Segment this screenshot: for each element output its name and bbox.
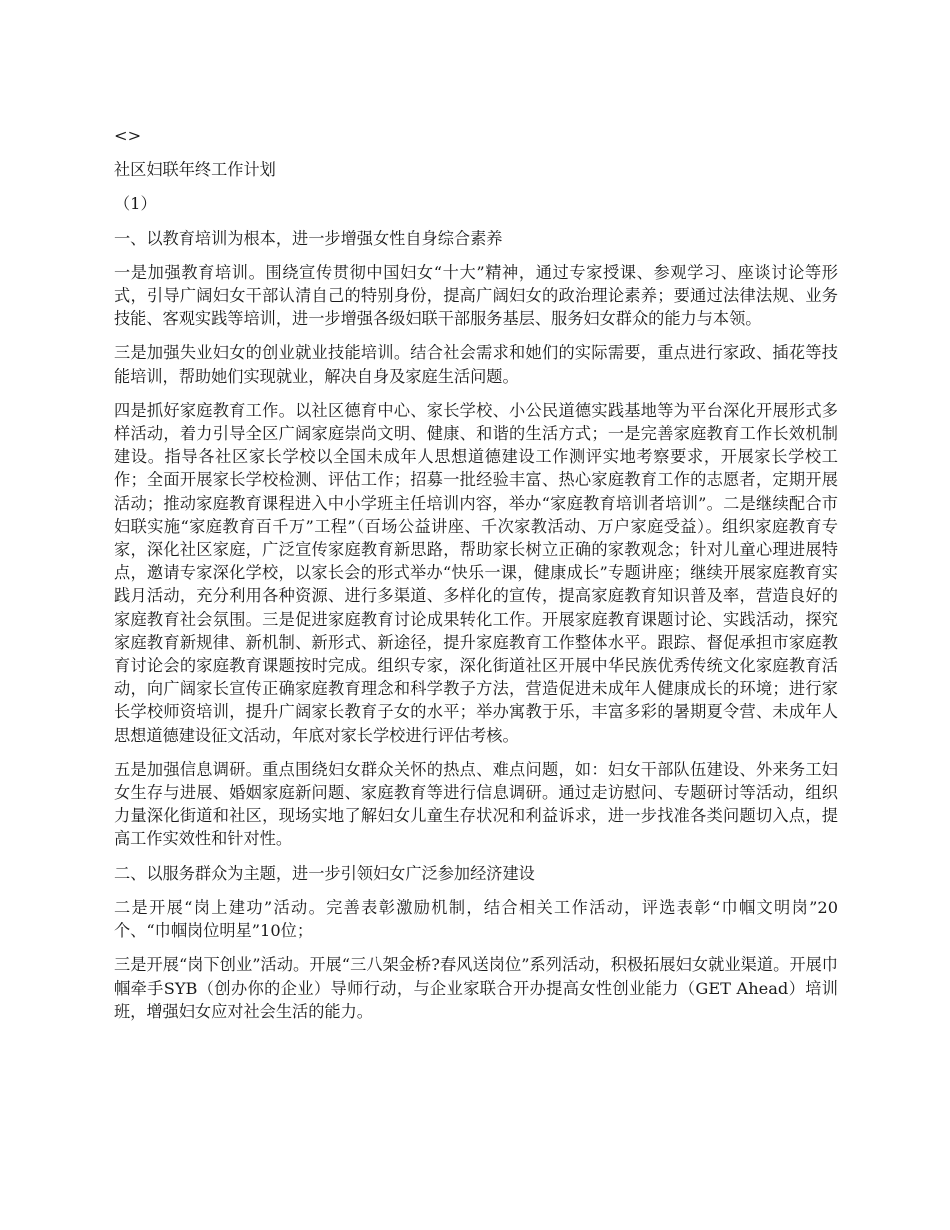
paragraph-on-post-achievement: 二是开展“岗上建功”活动。完善表彰激励机制，结合相关工作活动，评选表彰“巾帼文明岗”20个、“巾帼岗位明星”10位； — [114, 897, 838, 941]
section-heading-2: 二、以服务群众为主题，进一步引领妇女广泛参加经济建设 — [114, 863, 535, 883]
document-body — [114, 124, 838, 1034]
section-number: （1） — [114, 194, 157, 214]
header-marker: <> — [114, 126, 142, 145]
paragraph-education-training: 一是加强教育培训。围绕宣传贯彻中国妇女“十大”精神，通过专家授课、参观学习、座谈讨论等形式，引导广阔妇女干部认清自己的特别身份，提高广阔妇女的政治理论素养；要通过法律法规、业务技能、客观实践等培训，进一步增强各级妇联干部服务基层、服务妇女群众的能力与本领。 — [114, 262, 838, 329]
document-title: 社区妇联年终工作计划 — [114, 160, 276, 180]
paragraph-family-education: 四是抓好家庭教育工作。以社区德育中心、家长学校、小公民道德实践基地等为平台深化开展形式多样活动，着力引导全区广阔家庭崇尚文明、健康、和谐的生活方式；一是完善家庭教育工作长效机制建设。指导各社区家长学校以全国未成年人思想道德建设工作测评实地考察要求，开展家长学校工作；全面开展家长学校检测、评估工作；招募一批经验丰富、热心家庭教育工作的志愿者，定期开展活动；推动家庭教育课程进入中小学班主任培训内容，举办“家庭教育培训者培训”。二是继续配合市妇联实施“家庭教育百千万”工程”（百场公益讲座、千次家教活动、万户家庭受益）。组织家庭教育专家，深化社区家庭，广泛宣传家庭教育新思路，帮助家长树立正确的家教观念；针对儿童心理进展特点，邀请专家深化学校，以家长会的形式举办“快乐一课，健康成长”专题讲座；继续开展家庭教育实践月活动，充分利用各种资源、进行多渠道、多样化的宣传，提高家庭教育知识普及率，营造良好的家庭教育社会氛围。三是促进家庭教育讨论成果转化工作。开展家庭教育课题讨论、实践活动，探究家庭教育新规律、新机制、新形式、新途径，提升家庭教育工作整体水平。跟踪、督促承担市家庭教育讨论会的家庭教育课题按时完成。组织专家，深化街道社区开展中华民族优秀传统文化家庭教育活动，向广阔家长宣传正确家庭教育理念和科学教子方法，营造促进未成年人健康成长的环境；进行家长学校师资培训，提升广阔家长教育子女的水平；举办寓教于乐，丰富多彩的暑期夏令营、未成年人思想道德建设征文活动，年底对家长学校进行评估考核。 — [114, 400, 838, 745]
paragraph-information-research: 五是加强信息调研。重点围绕妇女群众关怀的热点、难点问题，如：妇女干部队伍建设、外来务工妇女生存与进展、婚姻家庭新问题、家庭教育等进行信息调研。通过走访慰问、专题研讨等活动，组织力量深化街道和社区，现场实地了解妇女儿童生存状况和利益诉求，进一步找准各类问题切入点，提高工作实效性和针对性。 — [114, 759, 838, 849]
paragraph-off-post-entrepreneurship: 三是开展“岗下创业”活动。开展“三八架金桥?春风送岗位”系列活动，积极拓展妇女就业渠道。开展巾帼牵手SYB（创办你的企业）导师行动，与企业家联合开办提高女性创业能力（GET Ahead）培训班，增强妇女应对社会生活的能力。 — [114, 955, 838, 1021]
section-heading-1: 一、以教育培训为根本，进一步增强女性自身综合素养 — [114, 228, 503, 248]
paragraph-skills-training: 三是加强失业妇女的创业就业技能培训。结合社会需求和她们的实际需要，重点进行家政、插花等技能培训，帮助她们实现就业，解决自身及家庭生活问题。 — [114, 343, 838, 386]
